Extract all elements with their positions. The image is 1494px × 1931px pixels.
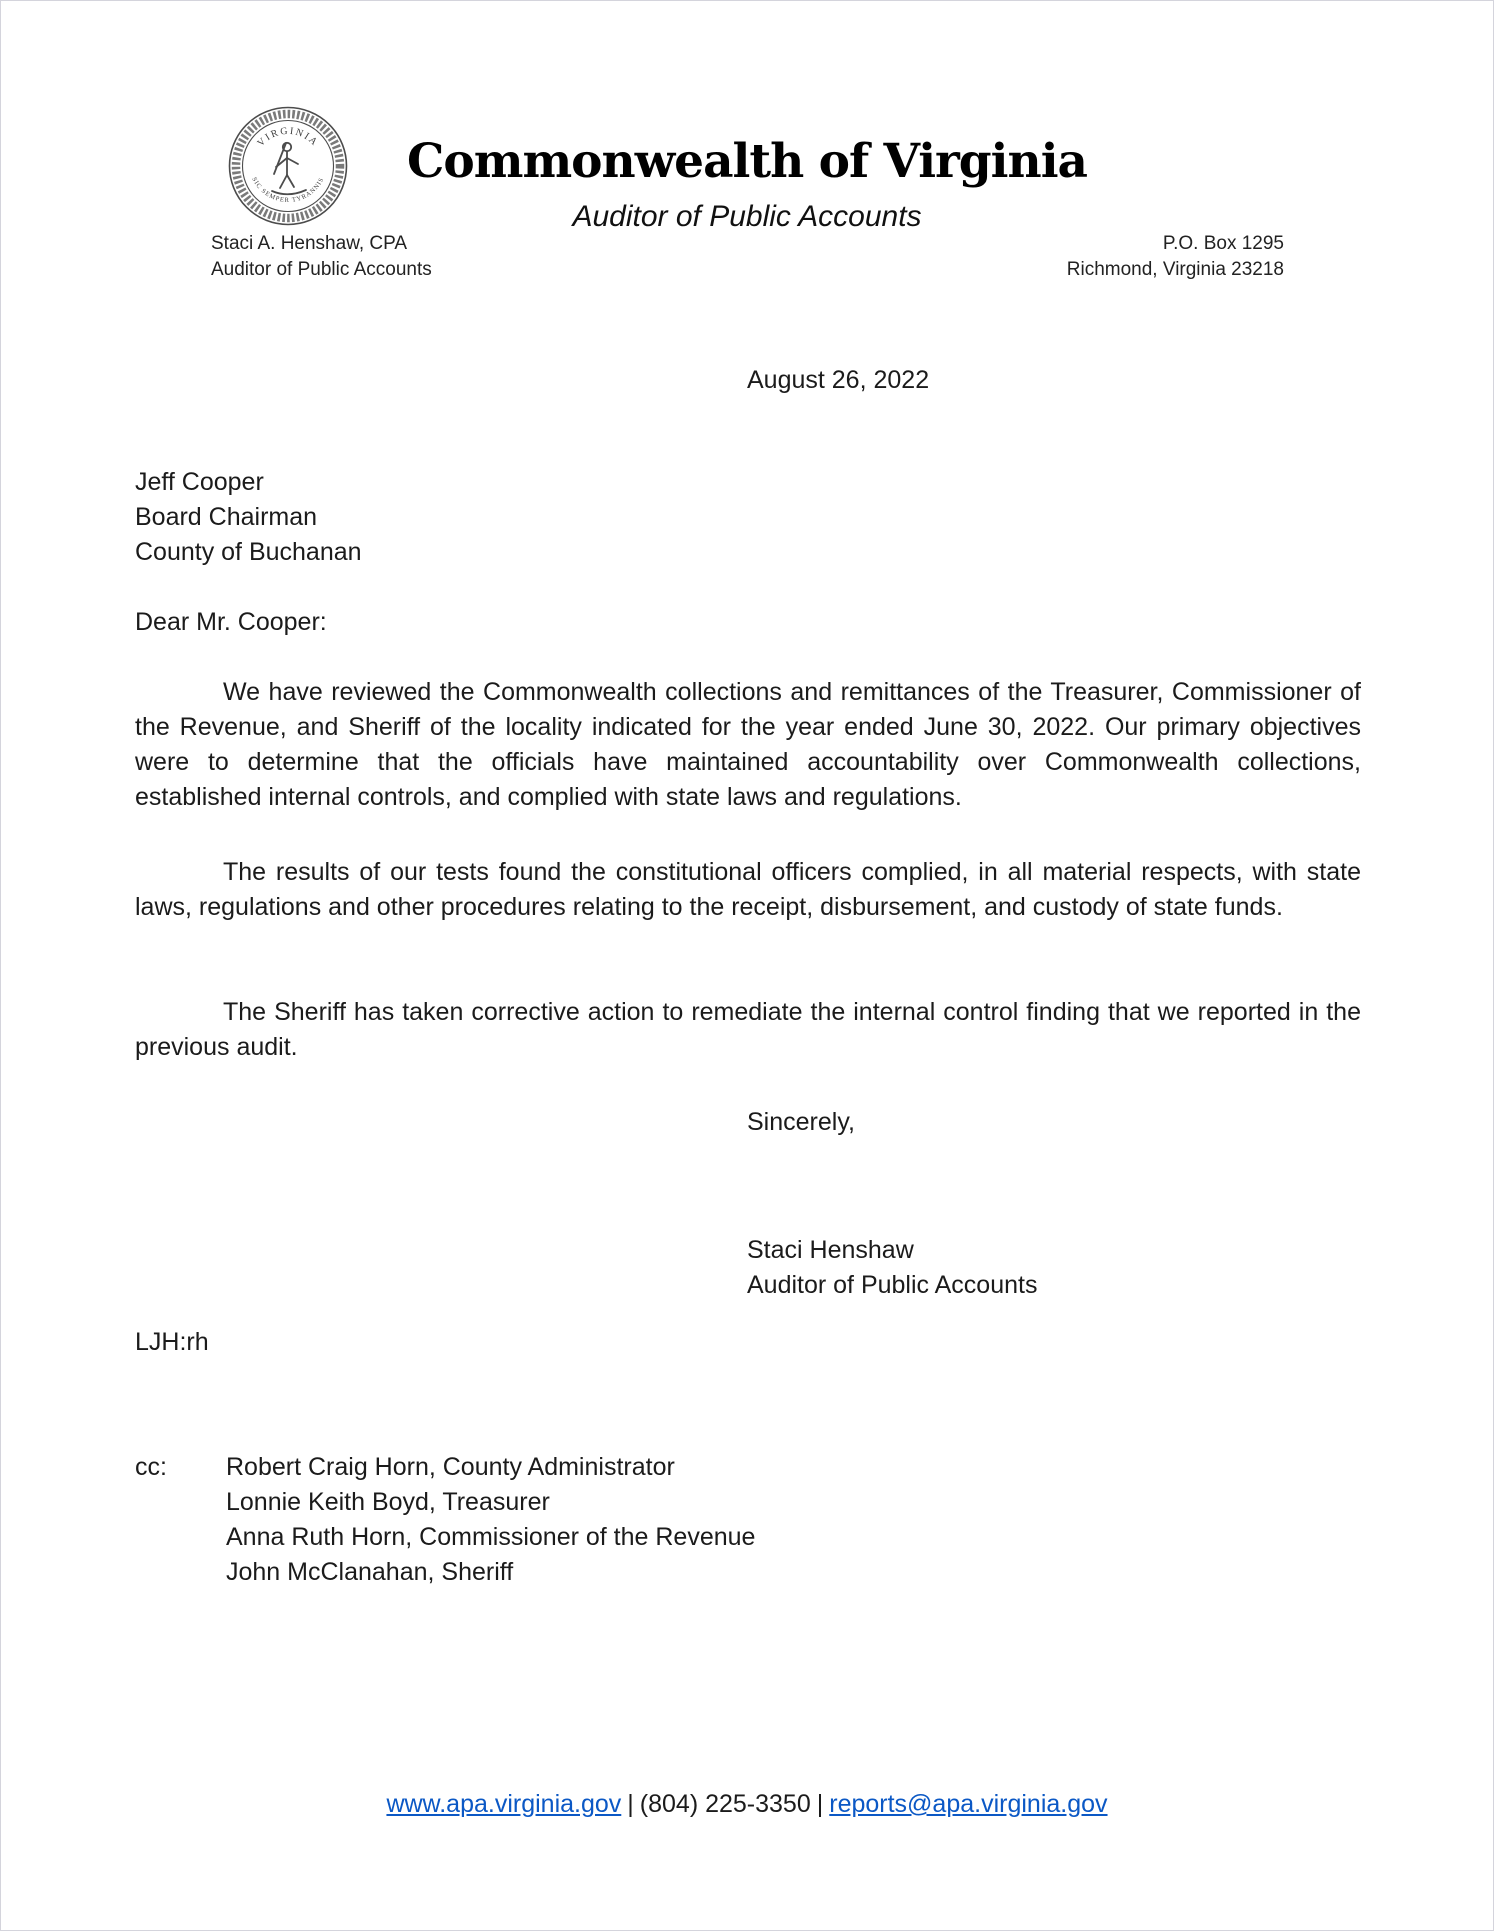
cc-item: Robert Craig Horn, County Administrator [226, 1453, 675, 1481]
closing: Sincerely, [747, 1108, 855, 1136]
cc-list [226, 1450, 755, 1590]
cc-label: cc: [135, 1453, 167, 1481]
office-address-block [1067, 231, 1284, 283]
city-state-zip-line: Richmond, Virginia 23218 [1066, 259, 1284, 280]
letter-date: August 26, 2022 [747, 366, 930, 394]
website-link[interactable]: www.apa.virginia.gov [386, 1790, 622, 1818]
po-box-line: P.O. Box 1295 [1162, 233, 1284, 254]
cc-item: John McClanahan, Sheriff [226, 1558, 514, 1586]
letterhead-subtitle: Auditor of Public Accounts [572, 200, 922, 233]
recipient-locality: County of Buchanan [135, 538, 362, 566]
recipient-block [135, 465, 362, 570]
recipient-name: Jeff Cooper [135, 468, 264, 496]
letterhead-title: Commonwealth of Virginia [406, 134, 1088, 189]
footer-separator: | [627, 1790, 634, 1818]
body-paragraph-2: The results of our tests found the constitutional officers complied, in all material respects, with state laws, regulations and other procedures relating to the receipt, disbursement, and custody of state funds. [135, 858, 1361, 921]
body-paragraph-1: We have reviewed the Commonwealth collections and remittances of the Treasurer, Commissioner of the Revenue, and Sheriff of the locality indicated for the year ended June 30, 2022. Our primary objectives were to determine that the officials have maintained accountability over Commonwealth collections, established internal controls, and complied with state laws and regulations. [135, 678, 1361, 811]
body-paragraph-3: The Sheriff has taken corrective action to remediate the internal control finding that we reported in the previous audit. [135, 998, 1361, 1061]
letter-footer [1, 1787, 1493, 1822]
signature-name: Staci Henshaw [747, 1236, 914, 1264]
recipient-title: Board Chairman [135, 503, 318, 531]
email-link[interactable]: reports@apa.virginia.gov [829, 1790, 1108, 1818]
signature-title: Auditor of Public Accounts [747, 1271, 1038, 1299]
salutation: Dear Mr. Cooper: [135, 608, 327, 636]
cc-item: Anna Ruth Horn, Commissioner of the Revenue [226, 1523, 756, 1551]
cc-block [135, 1450, 755, 1590]
auditor-identity-block [211, 231, 432, 283]
reference-initials: LJH:rh [135, 1328, 209, 1356]
signature-block [747, 1233, 1037, 1303]
auditor-name: Staci A. Henshaw, CPA [211, 233, 408, 254]
svg-text:VIRGINIA: VIRGINIA [255, 125, 321, 150]
footer-phone: (804) 225-3350 [639, 1790, 811, 1818]
cc-item: Lonnie Keith Boyd, Treasurer [226, 1488, 550, 1516]
footer-separator: | [816, 1790, 824, 1818]
svg-text:SIC SEMPER TYRANNIS: SIC SEMPER TYRANNIS [250, 176, 326, 205]
auditor-title: Auditor of Public Accounts [211, 259, 432, 280]
